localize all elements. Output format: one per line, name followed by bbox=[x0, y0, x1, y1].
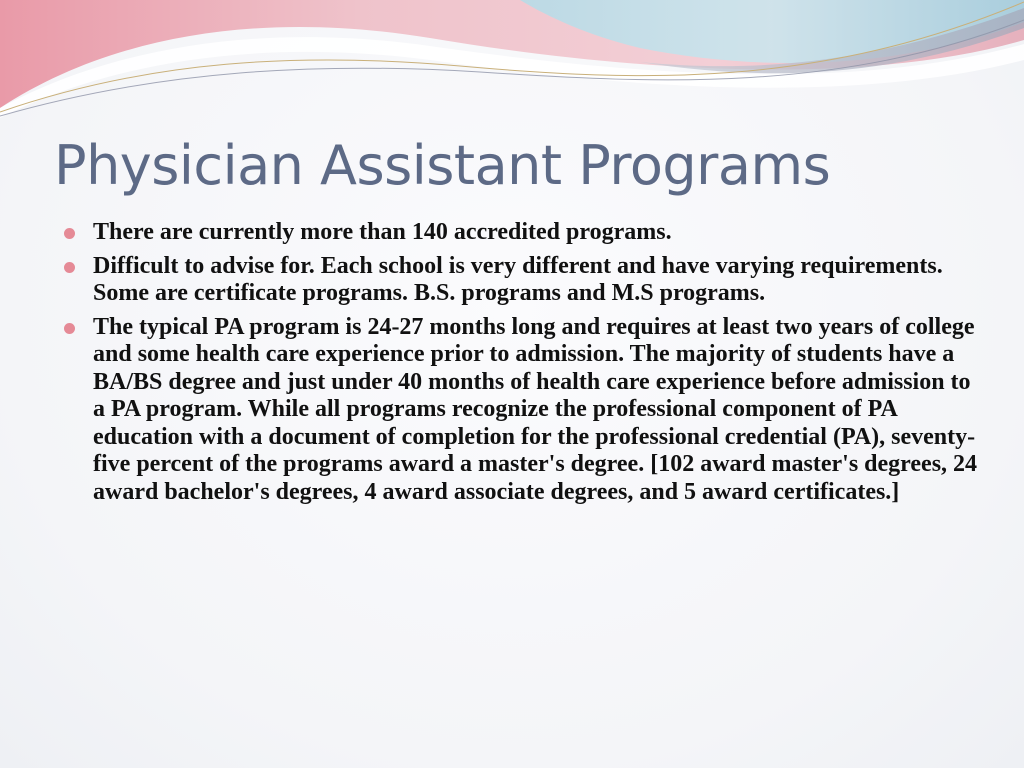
header-wave-decoration bbox=[0, 0, 1024, 130]
bullet-text: Difficult to advise for. Each school is very different and have varying requirements. Some are certificate programs. B.S. programs and M.S programs. bbox=[93, 252, 943, 306]
bullet-item bbox=[62, 219, 982, 247]
bullet-text: There are currently more than 140 accredited programs. bbox=[93, 219, 672, 245]
bullet-text: The typical PA program is 24-27 months long and requires at least two years of college and some health care experience prior to admission. The majority of students have a BA/BS degree and just under 40 months of health care experience before admission to a PA program. While all programs recognize the professional component of PA education with a document of completion for the professional credential (PA), seventy-five percent of the programs award a master's degree. [102 award master's degrees, 24 award bachelor's degrees, 4 award associate degrees, and 5 award certificates.] bbox=[93, 313, 978, 505]
bullet-item bbox=[62, 253, 982, 308]
bullet-marker-icon bbox=[64, 262, 75, 273]
bullet-marker-icon bbox=[64, 228, 75, 239]
bullet-item bbox=[62, 314, 982, 507]
bullet-marker-icon bbox=[64, 323, 75, 334]
bullet-list bbox=[62, 219, 982, 512]
slide-title: Physician Assistant Programs bbox=[54, 134, 831, 197]
